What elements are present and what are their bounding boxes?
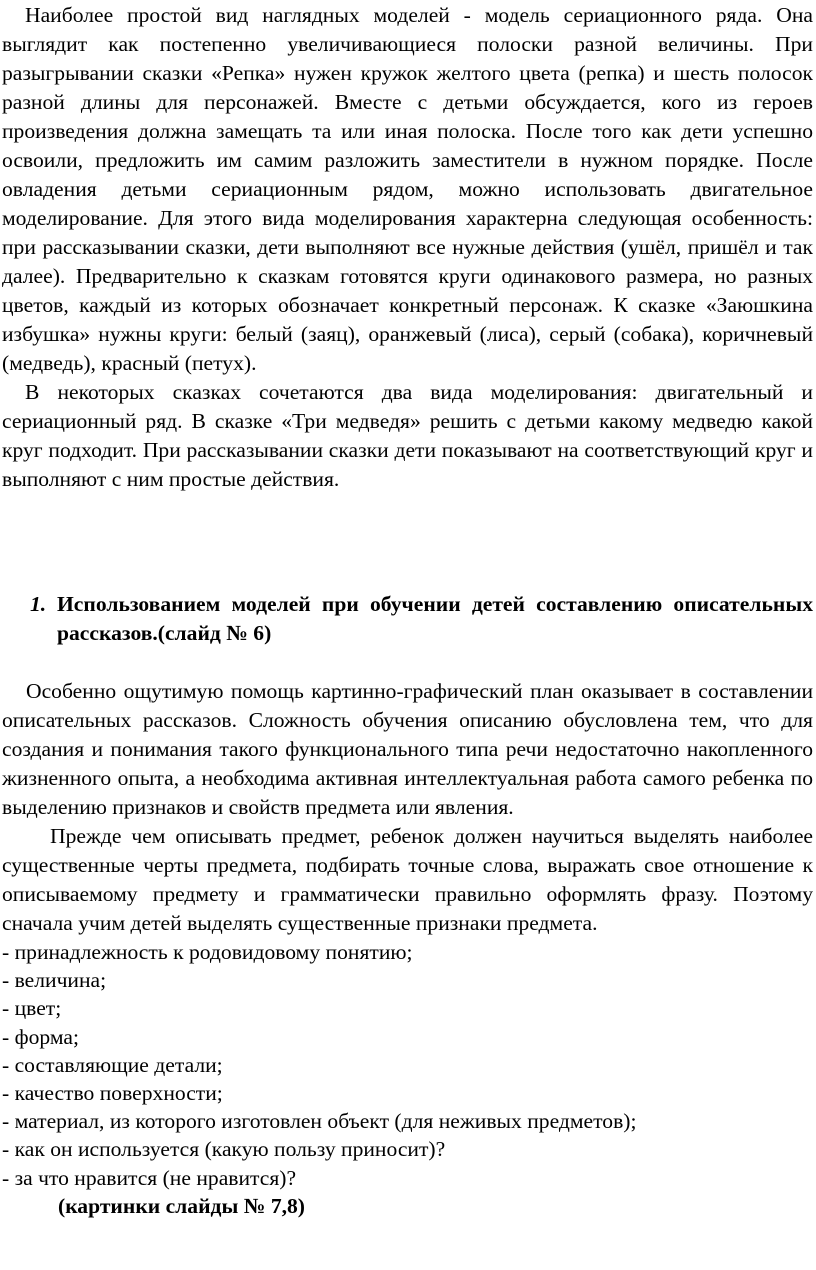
list-item: - цвет; <box>2 996 62 1021</box>
features-list <box>2 938 813 1192</box>
section-heading <box>2 590 813 648</box>
list-item: - как он используется (какую пользу приносит)? <box>2 1137 446 1162</box>
body-paragraph-2: Прежде чем описывать предмет, ребенок должен научиться выделять наиболее существенные черты предмета, подбирать точные слова, выражать свое отношение к описываемому предмету и грамматически правильно оформлять фразу. Поэтому сначала учим детей выделять существенные признаки предмета. <box>2 824 813 935</box>
list-item: - материал, из которого изготовлен объект (для неживых предметов); <box>2 1109 637 1134</box>
list-item: - форма; <box>2 1024 79 1049</box>
body-paragraph-1: Особенно ощутимую помощь картинно-графический план оказывает в составлении описательных рассказов. Сложность обучения описанию обусловлена тем, что для создания и понимания такого функционального типа речи недостаточно накопленного жизненного опыта, а необходима активная интеллектуальная работа самого ребенка по выделению признаков и свойств предмета или явления. <box>2 679 813 819</box>
list-item: - составляющие детали; <box>2 1052 223 1077</box>
intro-paragraph-1: Наиболее простой вид наглядных моделей - модель сериационного ряда. Она выглядит как постепенно увеличивающиеся полоски разной величины. При разыгрывании сказки «Репка» нужен кружок желтого цвета (репка) и шесть полосок разной длины для персонажей. Вместе с детьми обсуждается, кого из героев произведения должна замещать та или иная полоска. После того как дети успешно освоили, предложить им самим разложить заместители в нужном порядке. После овладения детьми сериационным рядом, можно использовать двигательное моделирование. Для этого вида моделирования характерна следующая особенность: при рассказывании сказки, дети выполняют все нужные действия (ушёл, пришёл и так далее). Предварительно к сказкам готовятся круги одинакового размера, но разных цветов, каждый из которых обозначает конкретный персонаж. К сказке «Заюшкина избушка» нужны круги: белый (заяц), оранжевый (лиса), серый (собака), коричневый (медведь), красный (петух). <box>2 3 813 375</box>
slides-caption: (картинки слайды № 7,8) <box>58 1193 305 1218</box>
list-item: - величина; <box>2 968 107 993</box>
list-item: - за что нравится (не нравится)? <box>2 1165 297 1190</box>
intro-paragraph-2: В некоторых сказках сочетаются два вида моделирования: двигательный и сериационный ряд. В сказке «Три медведя» решить с детьми какому медведю какой круг подходит. При рассказывании сказки дети показывают на соответствующий круг и выполняют с ним простые действия. <box>2 380 813 491</box>
list-item: - качество поверхности; <box>2 1081 223 1106</box>
section-number: 1. <box>30 592 47 616</box>
section-title: Использованием моделей при обучении детей составлению описательных рассказов.(слайд № 6) <box>57 592 813 645</box>
spacer <box>2 648 813 677</box>
spacer <box>2 494 813 590</box>
list-item: - принадлежность к родовидовому понятию; <box>2 940 413 964</box>
